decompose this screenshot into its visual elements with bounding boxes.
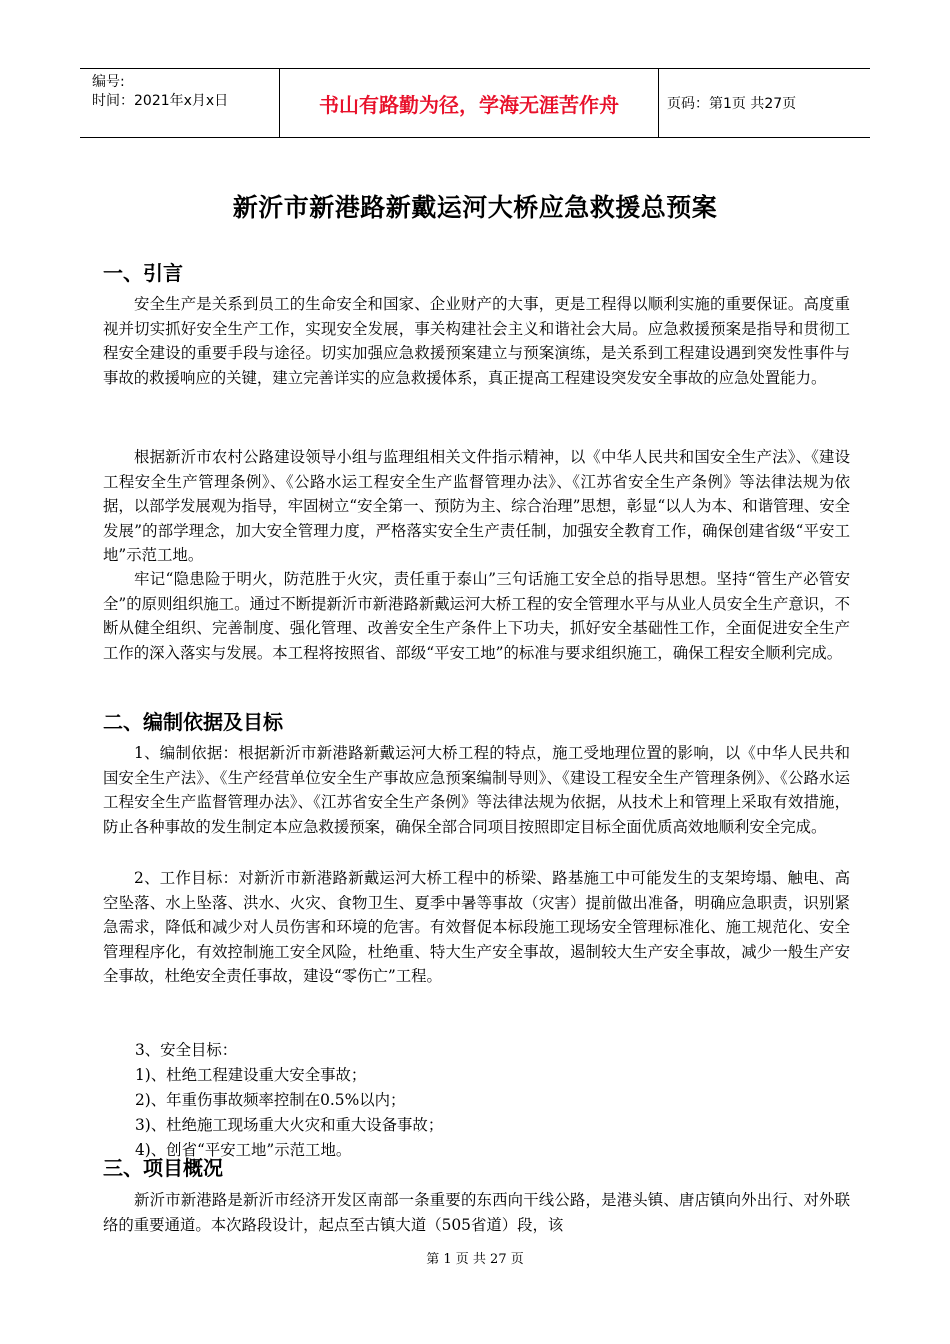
section-heading-intro: 一、引言 [103,261,183,285]
document-header [80,68,870,138]
safety-goal-item: 2)、年重伤事故频率控制在0.5%以内； [135,1091,406,1109]
safety-goal-item: 4)、创省“平安工地”示范工地。 [135,1141,352,1159]
header-page-info: 页码：第1页 共27页 [667,96,797,112]
section-heading-basis: 二、编制依据及目标 [103,710,283,734]
paragraph: 安全生产是关系到员工的生命安全和国家、企业财产的大事，更是工程得以顺利实施的重要保证。高度重视并切实抓好安全生产工作，实现安全发展，事关构建社会主义和谐社会大局。应急救援预案是指导和贯彻工程安全建设的重要手段与途径。切实加强应急救援预案建立与预案演练，是关系到工程建设遇到突发性事件与事故的救援响应的关键，建立完善详实的应急救援体系，真正提高工程建设突发安全事故的应急处置能力。 [103,295,850,387]
safety-goals-label: 3、安全目标： [135,1041,238,1059]
paragraph: 新沂市新港路是新沂市经济开发区南部一条重要的东西向干线公路，是港头镇、唐店镇向外出行、对外联络的重要通道。本次路段设计，起点至古镇大道（505省道）段，该 [103,1191,850,1234]
paragraph: 1、编制依据：根据新沂市新港路新戴运河大桥工程的特点，施工受地理位置的影响，以《中华人民共和国安全生产法》、《生产经营单位安全生产事故应急预案编制导则》、《建设工程安全生产管理条例》、《公路水运工程安全生产监督管理办法》、《江苏省安全生产条例》等法律法规为依据，从技术上和管理上采取有效措施，防止各种事故的发生制定本应急救援预案，确保全部合同项目按照即定目标全面优质高效地顺利安全完成。 [103,744,850,836]
safety-goal-item: 3)、杜绝施工现场重大火灾和重大设备事故； [135,1116,444,1134]
document-title: 新沂市新港路新戴运河大桥应急救援总预案 [232,193,718,222]
paragraph: 牢记“隐患险于明火，防范胜于火灾，责任重于泰山”三句话施工安全总的指导思想。坚持“管生产必管安全”的原则组织施工。通过不断提新沂市新港路新戴运河大桥工程的安全管理水平与从业人员安全生产意识，不断从健全组织、完善制度、强化管理、改善安全生产条件上下功夫，抓好安全基础性工作，全面促进安全生产工作的深入落实与发展。本工程将按照省、部级“平安工地”的标准与要求组织施工，确保工程安全顺利完成。 [103,570,850,662]
safety-goal-item: 1)、杜绝工程建设重大安全事故； [135,1066,367,1084]
paragraph: 2、工作目标：对新沂市新港路新戴运河大桥工程中的桥梁、路基施工中可能发生的支架垮塌、触电、高空坠落、水上坠落、洪水、火灾、食物卫生、夏季中暑等事故（灾害）提前做出准备，明确应急职责，识别紧急需求，降低和减少对人员伤害和环境的危害。有效督促本标段施工现场安全管理标准化、施工规范化、安全管理程序化，有效控制施工安全风险，杜绝重、特大生产安全事故，遏制较大生产安全事故，减少一般生产安全事故，杜绝安全责任事故，建设“零伤亡”工程。 [103,869,850,986]
paragraph: 根据新沂市农村公路建设领导小组与监理组相关文件指示精神，以《中华人民共和国安全生产法》、《建设工程安全生产管理条例》、《公路水运工程安全生产监督管理办法》、《江苏省安全生产条例》等法律法规为依据，以部学发展观为指导，牢固树立“安全第一、预防为主、综合治理”思想，彰显“以人为本、和谐管理、安全发展”的部学理念，加大安全管理力度，严格落实安全生产责任制，加强安全教育工作，确保创建省级“平安工地”示范工地。 [103,448,850,565]
number-label: 编号: [92,74,125,90]
header-meta [80,69,280,137]
page-footer: 第 1 页 共 27 页 [426,1252,524,1267]
header-motto: 书山有路勤为径，学海无涯苦作舟 [280,69,659,137]
section-heading-overview: 三、项目概况 [103,1156,223,1180]
time-label: 时间：2021年x月x日 [92,93,229,109]
